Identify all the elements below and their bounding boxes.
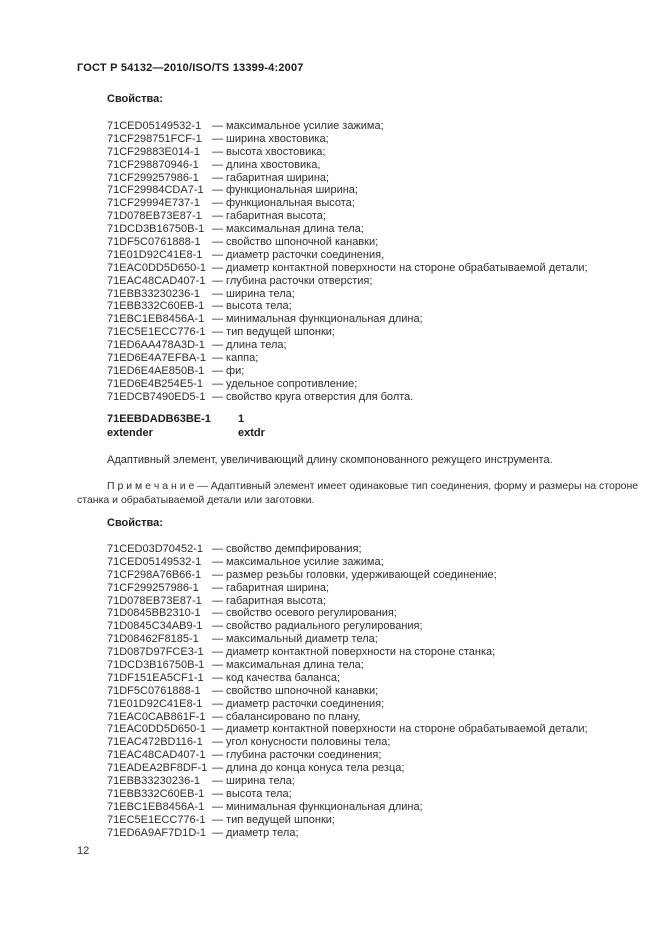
property-row	[107, 595, 588, 608]
property-description: — диаметр контактной поверхности на стороне обрабатываемой детали;	[212, 261, 588, 274]
property-code: 71ED6E4AE850B-1	[107, 364, 205, 377]
property-row	[107, 339, 588, 352]
property-row	[107, 120, 588, 133]
property-code: 71EAC472BD116-1	[107, 736, 203, 749]
property-code: 71EDCB7490ED5-1	[107, 390, 206, 403]
property-row	[107, 543, 588, 556]
property-description: — габаритная ширина;	[212, 171, 330, 184]
entity-block	[107, 413, 265, 440]
property-description: — максимальное усилие зажима;	[212, 555, 384, 568]
property-code: 71CF298A76B66-1	[107, 568, 202, 581]
entity-code: 71EEBDADB63BE-1	[107, 413, 211, 425]
property-row	[107, 620, 588, 633]
page-number: 12	[77, 845, 90, 857]
property-code: 71EBB33230236-1	[107, 287, 200, 300]
property-code: 71D087D97FCE3-1	[107, 646, 204, 659]
property-description: — функциональная высота;	[212, 197, 355, 210]
property-code: 71D0845C34AB9-1	[107, 620, 203, 633]
property-description: — размер резьбы головки, удерживающей соединение;	[212, 568, 497, 581]
property-row	[107, 275, 588, 288]
property-description: — максимальная длина тела;	[212, 659, 364, 672]
property-code: 71EADEA2BF8DF-1	[107, 762, 208, 775]
property-row	[107, 236, 588, 249]
property-code: 71D078EB73E87-1	[107, 594, 202, 607]
property-row	[107, 736, 588, 749]
property-description: — каппа;	[212, 352, 259, 365]
property-code: 71D078EB73E87-1	[107, 210, 202, 223]
property-row	[107, 210, 588, 223]
property-row	[107, 378, 588, 391]
property-row	[107, 633, 588, 646]
property-code: 71ED6E4A7EFBA-1	[107, 352, 207, 365]
property-description: — высота тела;	[212, 300, 292, 313]
property-code: 71EAC0DD5D650-1	[107, 261, 207, 274]
property-row	[107, 556, 588, 569]
property-code: 71D08462F8185-1	[107, 633, 199, 646]
property-code: 71DCD3B16750B-1	[107, 223, 205, 236]
property-row	[107, 262, 588, 275]
property-row	[107, 723, 588, 736]
property-code: 71CF29994E737-1	[107, 197, 200, 210]
property-description: — диаметр контактной поверхности на стороне станка;	[212, 646, 496, 659]
property-code: 71DCD3B16750B-1	[107, 659, 205, 672]
property-row	[107, 659, 588, 672]
note	[77, 480, 639, 507]
property-description: — длина тела;	[212, 339, 287, 352]
property-row	[107, 365, 588, 378]
property-code: 71EAC0CAB861F-1	[107, 710, 206, 723]
property-code: 71ED6A9AF7D1D-1	[107, 826, 207, 839]
property-description: — глубина расточки соединения;	[212, 749, 382, 762]
property-row	[107, 223, 588, 236]
property-description: — высота хвостовика;	[212, 145, 326, 158]
entity-name: extender	[107, 426, 153, 439]
property-description: — свойство осевого регулирования;	[212, 607, 397, 620]
property-description: — ширина хвостовика;	[212, 132, 329, 145]
property-row	[107, 672, 588, 685]
property-code: 71DF151EA5CF1-1	[107, 671, 204, 684]
property-code: 71EAC0DD5D650-1	[107, 723, 207, 736]
property-code: 71EC5E1ECC776-1	[107, 813, 206, 826]
property-row	[107, 313, 588, 326]
property-code: 71ED6AA478A3D-1	[107, 339, 205, 352]
property-description: — фи;	[212, 364, 245, 377]
property-code: 71EBB33230236-1	[107, 775, 200, 788]
property-row	[107, 172, 588, 185]
note-line: станка и обрабатываемой детали или заготовки.	[77, 493, 315, 506]
entity-row-code	[107, 413, 265, 427]
property-description: — максимальный диаметр тела;	[212, 633, 378, 646]
property-description: — глубина расточки отверстия;	[212, 274, 373, 287]
property-code: 71EBC1EB8456A-1	[107, 800, 205, 813]
property-description: — максимальная длина тела;	[212, 223, 364, 236]
document-header: ГОСТ Р 54132—2010/ISO/TS 13399-4:2007	[77, 62, 304, 74]
property-code: 71E01D92C41E8-1	[107, 697, 203, 710]
property-code: 71CF298751FCF-1	[107, 132, 202, 145]
property-description: — тип ведущей шпонки;	[212, 813, 335, 826]
property-row	[107, 146, 588, 159]
property-description: — длина хвостовика,	[212, 158, 321, 171]
property-code: 71D0845BB2310-1	[107, 607, 201, 620]
property-description: — код качества баланса;	[212, 671, 341, 684]
property-description: — ширина тела;	[212, 287, 295, 300]
property-row	[107, 133, 588, 146]
property-description: — минимальная функциональная длина;	[212, 800, 423, 813]
property-code: 71CF299257986-1	[107, 581, 199, 594]
entity-index: 1	[238, 413, 245, 425]
property-description: — свойство круга отверстия для болта.	[212, 390, 414, 403]
property-row	[107, 801, 588, 814]
property-row	[107, 288, 588, 301]
property-row	[107, 814, 588, 827]
property-description: — сбалансировано по плану,	[212, 710, 361, 723]
property-code: 71CF299257986-1	[107, 171, 199, 184]
entity-abbr: extdr	[238, 426, 265, 439]
property-row	[107, 300, 588, 313]
property-description: — минимальная функциональная длина;	[212, 313, 423, 326]
property-row	[107, 326, 588, 339]
property-code: 71CF29984CDA7-1	[107, 184, 204, 197]
property-description: — угол конусности половины тела;	[212, 736, 391, 749]
property-row	[107, 711, 588, 724]
section2-heading: Свойства:	[107, 517, 163, 529]
property-code: 71EAC48CAD407-1	[107, 749, 206, 762]
property-description: — диаметр контактной поверхности на стороне обрабатываемой детали;	[212, 723, 588, 736]
property-code: 71CF298870946-1	[107, 158, 199, 171]
property-row	[107, 352, 588, 365]
property-description: — диаметр тела;	[212, 826, 299, 839]
property-row	[107, 391, 588, 404]
property-code: 71E01D92C41E8-1	[107, 248, 203, 261]
property-row	[107, 569, 588, 582]
property-description: — габаритная высота;	[212, 210, 326, 223]
property-code: 71EC5E1ECC776-1	[107, 326, 206, 339]
note-line: П р и м е ч а н и е — Адаптивный элемент имеет одинаковые тип соединения, форму и размеры на стороне	[107, 480, 639, 492]
property-description: — свойство шпоночной канавки;	[212, 236, 379, 249]
property-description: — функциональная ширина;	[212, 184, 358, 197]
property-code: 71CED03D70452-1	[107, 543, 204, 555]
property-code: 71ED6E4B254E5-1	[107, 377, 204, 390]
property-description: — диаметр расточки соединения;	[212, 697, 385, 710]
property-row	[107, 788, 588, 801]
property-row	[107, 607, 588, 620]
property-row	[107, 827, 588, 840]
property-row	[107, 646, 588, 659]
property-row	[107, 762, 588, 775]
property-row	[107, 159, 588, 172]
property-row	[107, 197, 588, 210]
property-description: — диаметр расточки соединения,	[212, 248, 385, 261]
section2-property-list	[107, 543, 588, 839]
property-row	[107, 775, 588, 788]
property-description: — тип ведущей шпонки;	[212, 326, 335, 339]
property-description: — высота тела;	[212, 787, 292, 800]
property-description: — длина до конца конуса тела резца;	[212, 762, 405, 775]
property-code: 71CED05149532-1	[107, 120, 202, 132]
property-row	[107, 582, 588, 595]
property-code: 71EBC1EB8456A-1	[107, 313, 205, 326]
property-description: — максимальное усилие зажима;	[212, 120, 384, 132]
property-description: — габаритная высота;	[212, 594, 326, 607]
property-description: — ширина тела;	[212, 775, 295, 788]
entity-definition: Адаптивный элемент, увеличивающий длину скомпонованного режущего инструмента.	[107, 454, 553, 466]
property-description: — удельное сопротивление;	[212, 377, 358, 390]
property-description: — габаритная ширина;	[212, 581, 330, 594]
entity-row-name	[107, 427, 265, 441]
property-code: 71EBB332C60EB-1	[107, 787, 205, 800]
property-code: 71EBB332C60EB-1	[107, 300, 205, 313]
property-row	[107, 184, 588, 197]
property-code: 71CED05149532-1	[107, 555, 202, 568]
property-row	[107, 249, 588, 262]
property-code: 71DF5C0761888-1	[107, 684, 201, 697]
property-description: — свойство демпфирования;	[212, 543, 362, 555]
section1-property-list	[107, 120, 588, 404]
property-description: — свойство радиального регулирования;	[212, 620, 423, 633]
property-row	[107, 749, 588, 762]
property-code: 71CF29883E014-1	[107, 145, 200, 158]
property-code: 71EAC48CAD407-1	[107, 274, 206, 287]
property-description: — свойство шпоночной канавки;	[212, 684, 379, 697]
section1-heading: Свойства:	[107, 93, 163, 105]
property-row	[107, 698, 588, 711]
property-row	[107, 685, 588, 698]
property-code: 71DF5C0761888-1	[107, 236, 201, 249]
